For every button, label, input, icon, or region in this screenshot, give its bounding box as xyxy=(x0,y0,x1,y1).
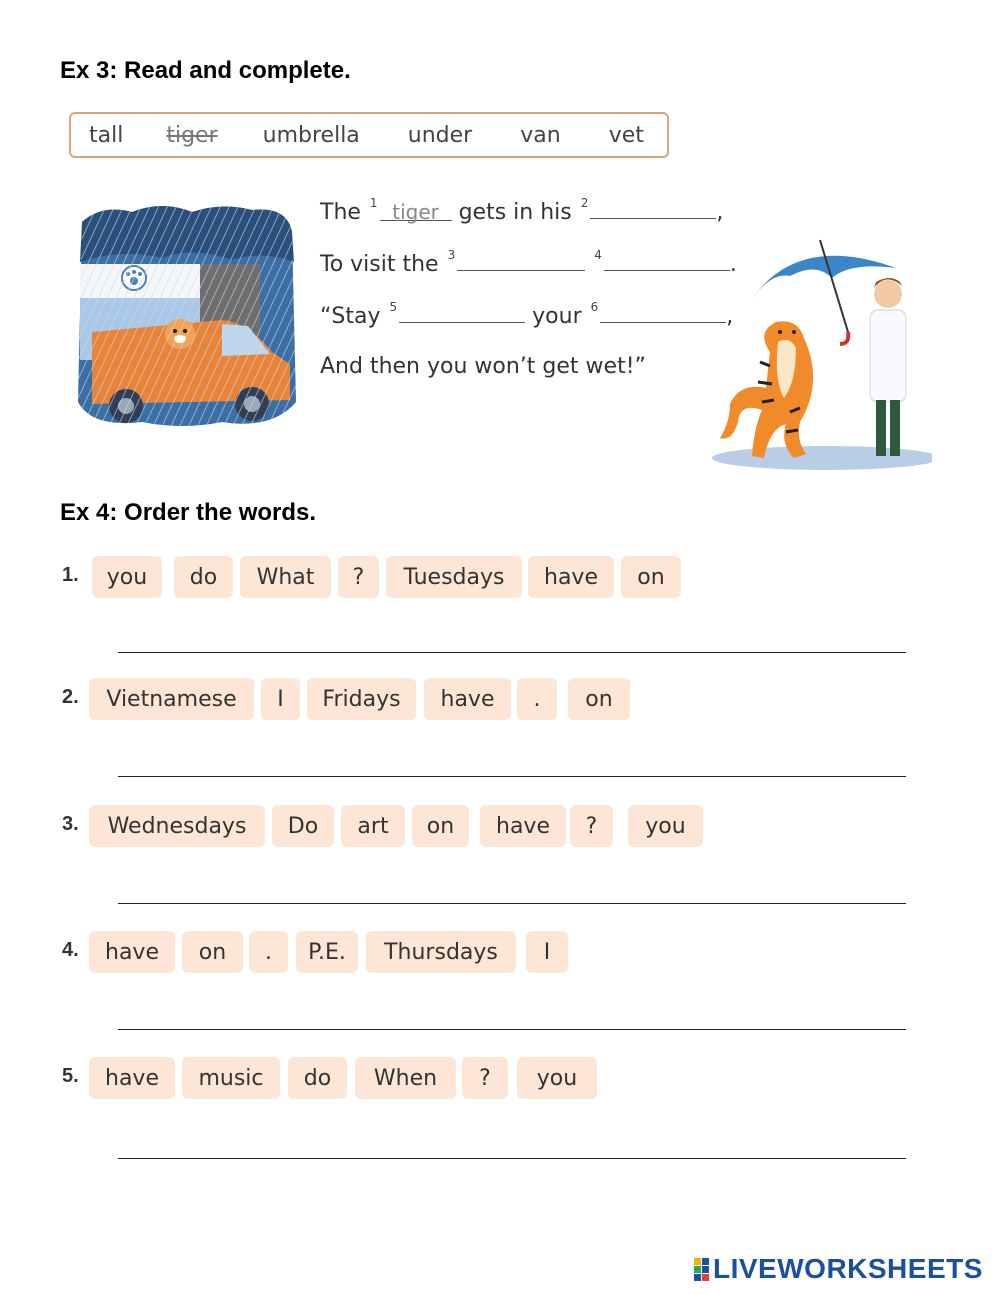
word-bank-item: vet xyxy=(608,122,644,148)
item-number: 1. xyxy=(62,564,79,586)
blank-number: 1 xyxy=(369,196,378,210)
word-chip[interactable]: on xyxy=(568,678,630,720)
word-chip[interactable]: . xyxy=(517,678,557,720)
word-chip[interactable]: on xyxy=(182,931,243,973)
word-chip[interactable]: do xyxy=(174,556,233,598)
word-chip[interactable]: Thursdays xyxy=(366,931,516,973)
blank-number: 3 xyxy=(447,248,456,262)
poem-text: The xyxy=(320,200,361,225)
word-chip[interactable]: . xyxy=(249,931,288,973)
tiger-vet-umbrella-illustration xyxy=(700,232,932,472)
word-chip[interactable]: What xyxy=(240,556,331,598)
word-chip[interactable]: on xyxy=(412,805,469,847)
item-number: 2. xyxy=(62,686,79,708)
word-chip[interactable]: ? xyxy=(462,1057,508,1099)
word-chip[interactable]: Do xyxy=(272,805,334,847)
answer-line-field[interactable] xyxy=(118,776,906,777)
word-chip[interactable]: ? xyxy=(338,556,379,598)
item-number: 4. xyxy=(62,939,79,961)
blank-1-answer-field[interactable] xyxy=(380,200,452,224)
word-chip[interactable]: ? xyxy=(570,805,613,847)
logo-mark-icon xyxy=(694,1258,709,1281)
word-bank-item: umbrella xyxy=(262,122,360,148)
blank-3-field[interactable] xyxy=(457,250,585,271)
word-chip[interactable]: have xyxy=(424,678,511,720)
word-bank-item: under xyxy=(407,122,473,148)
word-chip[interactable]: you xyxy=(517,1057,597,1099)
word-chip[interactable]: Vietnamese xyxy=(89,678,254,720)
poem-punct: , xyxy=(726,304,734,329)
poem-text: “Stay xyxy=(320,304,381,329)
poem-line-2 xyxy=(320,250,737,277)
blank-number: 5 xyxy=(389,300,398,314)
poem-punct: . xyxy=(729,252,737,277)
poem-text: your xyxy=(532,304,582,329)
answer-line-field[interactable] xyxy=(118,903,906,904)
word-chip[interactable]: P.E. xyxy=(296,931,358,973)
answer-line-field[interactable] xyxy=(118,1158,906,1159)
liveworksheets-logo xyxy=(694,1254,983,1284)
word-chip[interactable]: have xyxy=(89,1057,175,1099)
answer-line-field[interactable] xyxy=(118,652,906,653)
blank-5-field[interactable] xyxy=(399,302,525,323)
blank-number: 6 xyxy=(590,300,599,314)
blank-number: 4 xyxy=(594,248,602,262)
item-number: 3. xyxy=(62,813,79,835)
word-chip[interactable]: have xyxy=(528,556,614,598)
word-bank-item: van xyxy=(520,122,561,148)
tiger-van-rain-illustration xyxy=(72,202,298,430)
word-chip[interactable]: music xyxy=(182,1057,280,1099)
word-chip[interactable]: on xyxy=(621,556,681,598)
poem-punct: , xyxy=(716,200,724,225)
poem-line-4 xyxy=(320,354,646,379)
poem-text: And then you won’t get wet!” xyxy=(320,354,646,379)
answer-line-field[interactable] xyxy=(118,1029,906,1030)
word-chip[interactable]: I xyxy=(526,931,568,973)
blank-number: 2 xyxy=(580,196,589,210)
blank-2-field[interactable] xyxy=(590,198,716,219)
item-number: 5. xyxy=(62,1065,79,1087)
blank-1-answer: tiger xyxy=(392,200,439,224)
word-chip[interactable]: have xyxy=(89,931,175,973)
word-chip[interactable]: you xyxy=(92,556,162,598)
word-chip[interactable]: have xyxy=(480,805,566,847)
poem-line-1 xyxy=(320,198,723,225)
word-chip[interactable]: art xyxy=(341,805,405,847)
poem-text: gets in his xyxy=(458,200,572,225)
poem-line-3 xyxy=(320,302,733,329)
word-bank xyxy=(69,112,669,158)
word-chip[interactable]: Fridays xyxy=(307,678,416,720)
word-bank-item: tall xyxy=(89,122,124,148)
word-chip[interactable]: Tuesdays xyxy=(386,556,522,598)
exercise-4-heading: Ex 4: Order the words. xyxy=(60,499,317,526)
word-bank-item-used: tiger xyxy=(166,122,218,148)
logo-text: LIVEWORKSHEETS xyxy=(713,1253,983,1284)
word-chip[interactable]: do xyxy=(288,1057,347,1099)
poem-text: To visit the xyxy=(320,252,439,277)
word-chip[interactable]: you xyxy=(628,805,703,847)
word-chip[interactable]: When xyxy=(355,1057,456,1099)
word-chip[interactable]: Wednesdays xyxy=(89,805,265,847)
word-chip[interactable]: I xyxy=(261,678,300,720)
exercise-3-heading: Ex 3: Read and complete. xyxy=(60,57,351,84)
